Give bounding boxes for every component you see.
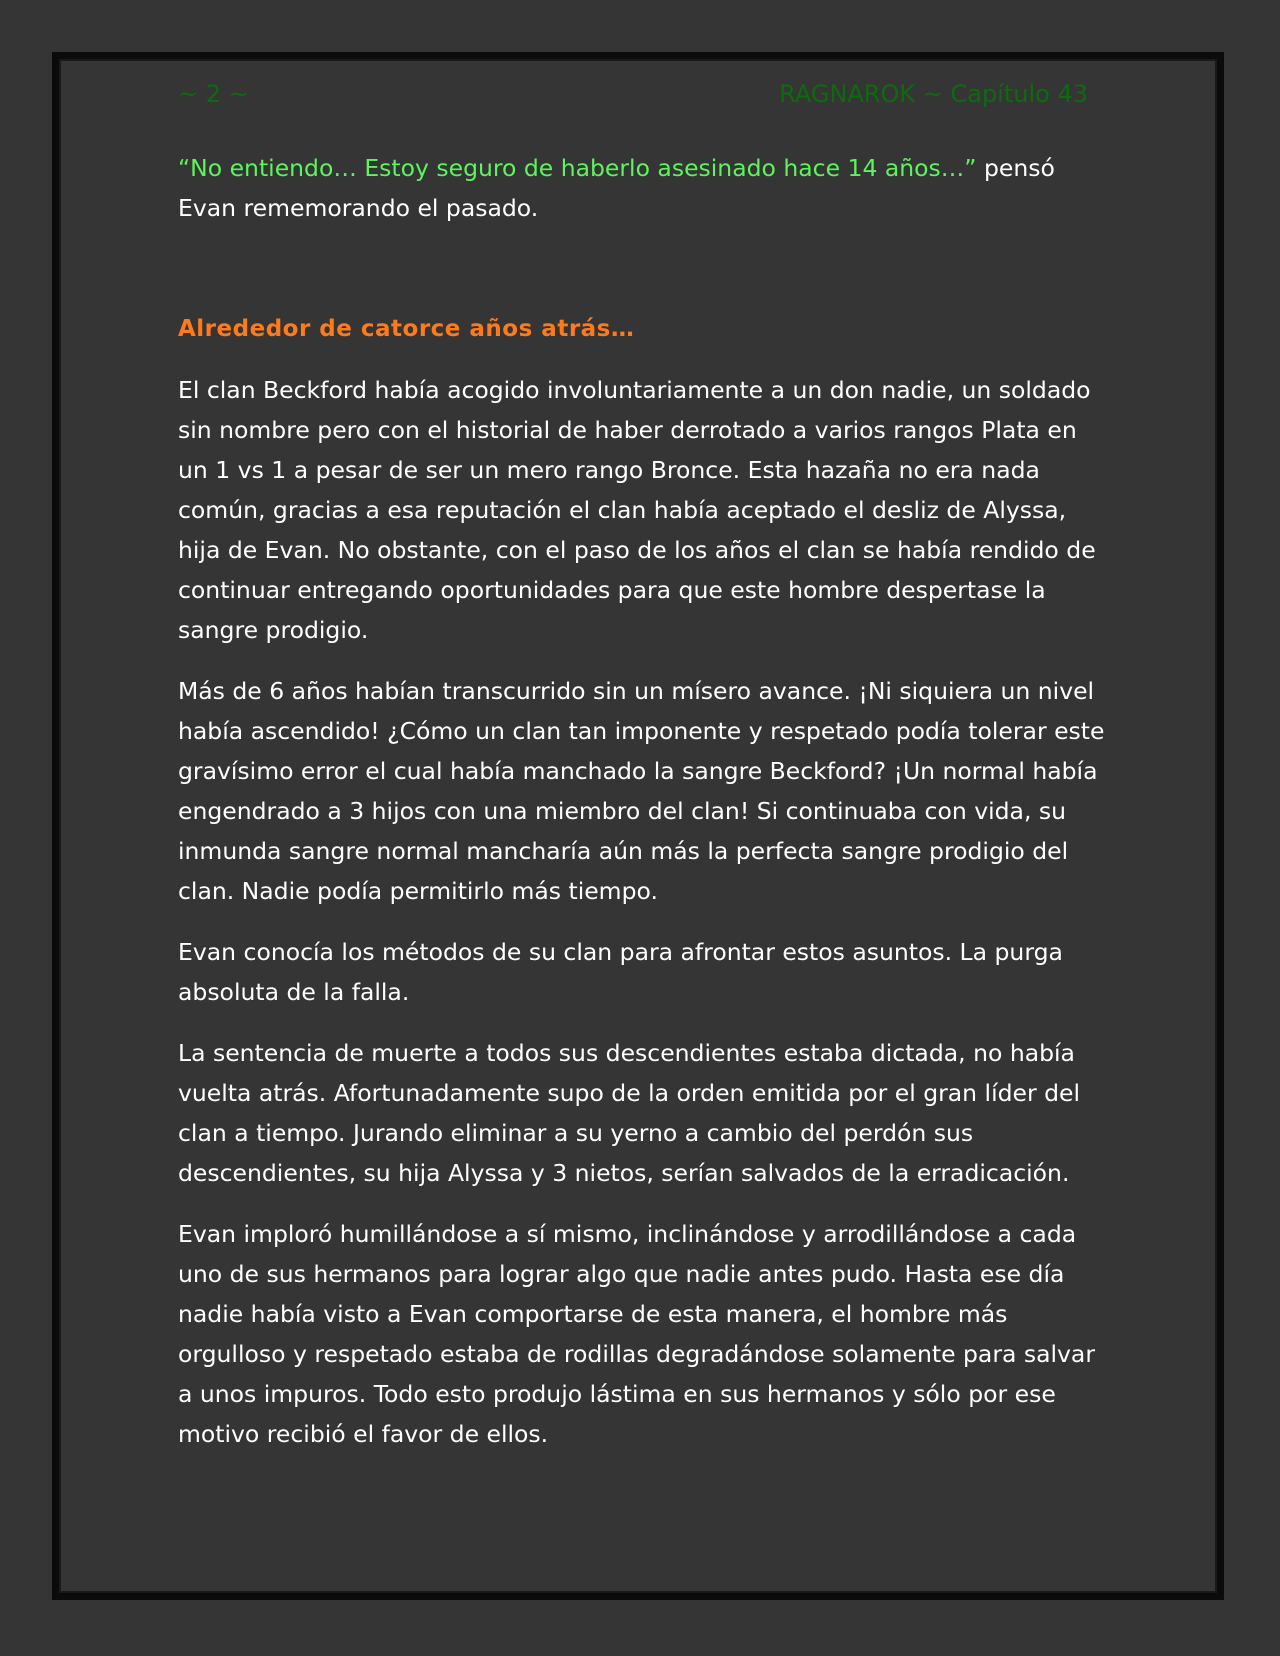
opening-quote: “No entiendo… Estoy seguro de haberlo asesinado hace 14 años…” <box>178 154 977 182</box>
section-heading: Alrededor de catorce años atrás… <box>178 316 635 342</box>
section-spacer <box>178 249 1108 309</box>
opening-rest: pensó Evan rememorando el pasado. <box>178 154 1055 222</box>
page-number: ~ 2 ~ <box>178 80 249 108</box>
running-title: RAGNAROK ~ Capítulo 43 <box>779 80 1088 108</box>
body-paragraph: Evan imploró humillándose a sí mismo, inclinándose y arrodillándose a cada uno de sus hermanos para lograr algo que nadie antes pudo. Hasta ese día nadie había visto a Evan comportarse de esta manera, el hombre más orgulloso y respetado estaba de rodillas degradándose solamente para salvar a unos impuros. Todo esto produjo lástima en sus hermanos y sólo por ese motivo recibió el favor de ellos. <box>178 1220 1095 1448</box>
opening-paragraph <box>178 148 1108 228</box>
page-header <box>178 80 1088 110</box>
body-paragraph: El clan Beckford había acogido involuntariamente a un don nadie, un soldado sin nombre pero con el historial de haber derrotado a varios rangos Plata en un 1 vs 1 a pesar de ser un mero rango Bronce. Esta hazaña no era nada común, gracias a esa reputación el clan había aceptado el desliz de Alyssa, hija de Evan. No obstante, con el paso de los años el clan se había rendido de continuar entregando oportunidades para que este hombre despertase la sangre prodigio. <box>178 376 1096 644</box>
body-paragraph: Más de 6 años habían transcurrido sin un mísero avance. ¡Ni siquiera un nivel había ascendido! ¿Cómo un clan tan imponente y respetado podía tolerar este gravísimo error el cual había manchado la sangre Beckford? ¡Un normal había engendrado a 3 hijos con una miembro del clan! Si continuaba con vida, su inmunda sangre normal mancharía aún más la perfecta sangre prodigio del clan. Nadie podía permitirlo más tiempo. <box>178 677 1105 905</box>
page-content <box>178 148 1108 1475</box>
body-paragraph: La sentencia de muerte a todos sus descendientes estaba dictada, no había vuelta atrás. Afortunadamente supo de la orden emitida por el gran líder del clan a tiempo. Jurando eliminar a su yerno a cambio del perdón sus descendientes, su hija Alyssa y 3 nietos, serían salvados de la erradicación. <box>178 1039 1081 1187</box>
body-paragraph: Evan conocía los métodos de su clan para afrontar estos asuntos. La purga absoluta de la falla. <box>178 938 1063 1006</box>
